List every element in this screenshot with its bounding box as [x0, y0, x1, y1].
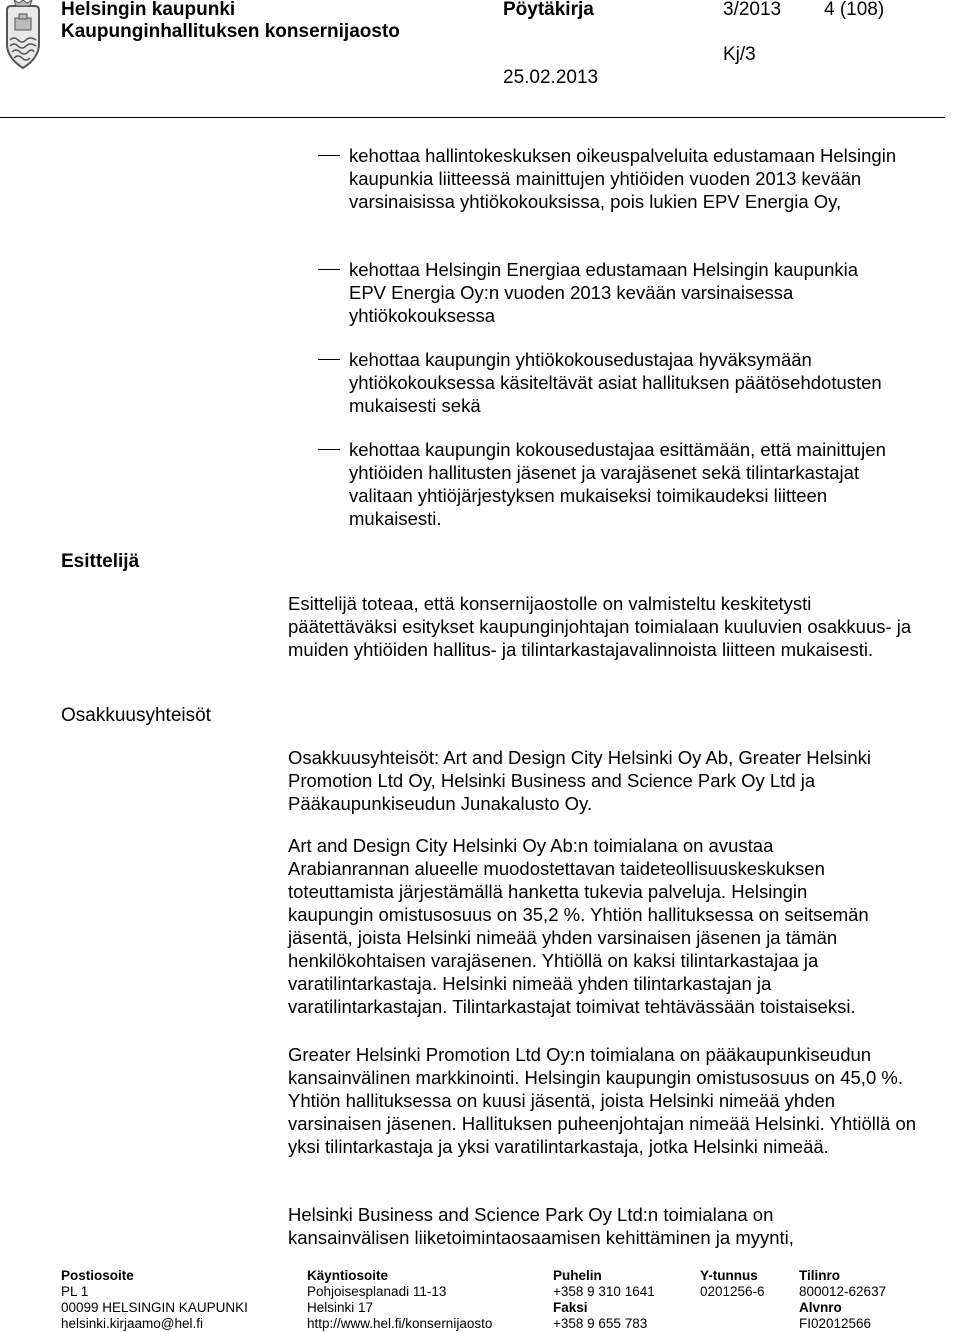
- decision-item-text: kehottaa kaupungin yhtiökokousedustajaa hyväksymään yhtiökokouksessa käsiteltävät asiat hallituksen päätösehdotusten mukaisesti sekä: [349, 349, 882, 416]
- decision-item: [318, 258, 918, 327]
- associates-heading: Osakkuusyhteisöt: [61, 705, 211, 726]
- footer-account-title: Tilinro: [799, 1268, 841, 1283]
- footer-vat-value: FI02012566: [799, 1316, 872, 1331]
- associates-list-paragraph: Osakkuusyhteisöt: Art and Design City Helsinki Oy Ab, Greater Helsinki Promotion Ltd Oy, Helsinki Business and Science Park Oy Ltd ja Pääkaupunkiseudun Junakalusto Oy.: [288, 747, 871, 814]
- business-park-paragraph: Helsinki Business and Science Park Oy Ltd:n toimialana on kansainvälisen liiketoimintaosaamisen kehittäminen ja myynti,: [288, 1204, 794, 1248]
- presenter-heading: Esittelijä: [61, 551, 140, 572]
- decision-item: [318, 144, 918, 213]
- footer-visit-line: Pohjoisesplanadi 11-13: [307, 1284, 447, 1299]
- document-type: Pöytäkirja: [503, 0, 594, 20]
- header-divider: [0, 117, 945, 118]
- footer-vat-title: Alvnro: [799, 1300, 842, 1315]
- dash-bullet: [318, 269, 340, 270]
- footer-visit-title: Käyntiosoite: [307, 1268, 389, 1283]
- footer-url: http://www.hel.fi/konsernijaosto: [307, 1316, 493, 1331]
- footer-visit-line: Helsinki 17: [307, 1300, 374, 1315]
- footer-postal-line: 00099 HELSINGIN KAUPUNKI: [61, 1300, 248, 1315]
- page-number: 4 (108): [824, 0, 885, 20]
- footer-email: helsinki.kirjaamo@hel.fi: [61, 1316, 204, 1331]
- footer-fax-title: Faksi: [553, 1300, 588, 1315]
- footer-visit: [307, 1268, 492, 1332]
- footer-fax-number: +358 9 655 783: [553, 1316, 648, 1331]
- footer-postal-title: Postiosoite: [61, 1268, 134, 1283]
- art-design-paragraph: Art and Design City Helsinki Oy Ab:n toimialana on avustaa Arabianrannan alueelle muodostettavan taideteollisuuskeskuksen toteuttamista järjestämällä hanketta tukevia palveluja. Helsingin kaupungin omistusosuus on 35,2 %. Yhtiön hallituksessa on seitsemän jäsentä, joista Helsinki nimeää yhden varsinaisen jäsenen ja tämän henkilökohtaisen varajäsenen. Yhtiöllä on kaksi tilintarkastajaa ja varatilintarkastaja. Helsinki nimeää yhden tilintarkastajan ja varatilintarkastajan. Tilintarkastajat toimivat tehtävässään toistaiseksi.: [288, 835, 869, 1017]
- footer-account: [799, 1268, 886, 1332]
- helsinki-coat-of-arms-logo: [0, 0, 46, 74]
- decision-item-text: kehottaa Helsingin Energiaa edustamaan Helsingin kaupunkia EPV Energia Oy:n vuoden 2013 kevään varsinaisessa yhtiökokouksessa: [349, 259, 859, 326]
- footer-phone: [553, 1268, 655, 1332]
- footer-phone-number: +358 9 310 1641: [553, 1284, 655, 1299]
- presenter-paragraph: Esittelijä toteaa, että konsernijaostolle on valmisteltu keskitetysti päätettäväksi esitykset kaupunginjohtajan toimialaan kuuluvien osakkuus- ja muiden yhtiöiden hallitus- ja tilintarkastajavalinnoista liitteen mukaisesti.: [288, 593, 912, 660]
- footer-ytunnus-value: 0201256-6: [700, 1284, 765, 1299]
- decision-item: [318, 438, 918, 530]
- footer-phone-title: Puhelin: [553, 1268, 602, 1283]
- dash-bullet: [318, 449, 340, 450]
- footer-ytunnus-title: Y-tunnus: [700, 1268, 758, 1283]
- footer-postal-line: PL 1: [61, 1284, 89, 1299]
- greater-helsinki-paragraph: Greater Helsinki Promotion Ltd Oy:n toimialana on pääkaupunkiseudun kansainvälinen markkinointi. Helsingin kaupungin omistusosuus on 45,0 %. Yhtiön hallituksessa on kuusi jäsentä, joista Helsinki nimeää yhden varsinaisen jäsenen. Hallituksen puheenjohtajan nimeää Helsinki. Yhtiöllä on yksi tilintarkastaja ja yksi varatilintarkastaja, jotka Helsinki nimeää.: [288, 1044, 917, 1157]
- dash-bullet: [318, 155, 340, 156]
- dash-bullet: [318, 359, 340, 360]
- decision-item-text: kehottaa hallintokeskuksen oikeuspalveluita edustamaan Helsingin kaupunkia liitteessä mainittujen yhtiöiden vuoden 2013 kevään varsinaisissa yhtiökokouksissa, pois lukien EPV Energia Oy,: [349, 145, 897, 212]
- document-number: 3/2013: [723, 0, 782, 20]
- committee-name: Kaupunginhallituksen konsernijaosto: [61, 21, 400, 42]
- decision-item-text: kehottaa kaupungin kokousedustajaa esittämään, että mainittujen yhtiöiden hallitusten jäsenet ja varajäsenet sekä tilintarkastajat valitaan yhtiöjärjestyksen mukaiseksi toimikaudeksi liitteen mukaisesti.: [349, 439, 886, 529]
- footer-account-value: 800012-62637: [799, 1284, 887, 1299]
- decision-item: [318, 348, 918, 417]
- footer-ytunnus: [700, 1268, 765, 1300]
- organization-name: Helsingin kaupunki: [61, 0, 236, 20]
- meeting-date: 25.02.2013: [503, 67, 599, 88]
- footer-postal: [61, 1268, 248, 1332]
- section-number: Kj/3: [723, 44, 756, 65]
